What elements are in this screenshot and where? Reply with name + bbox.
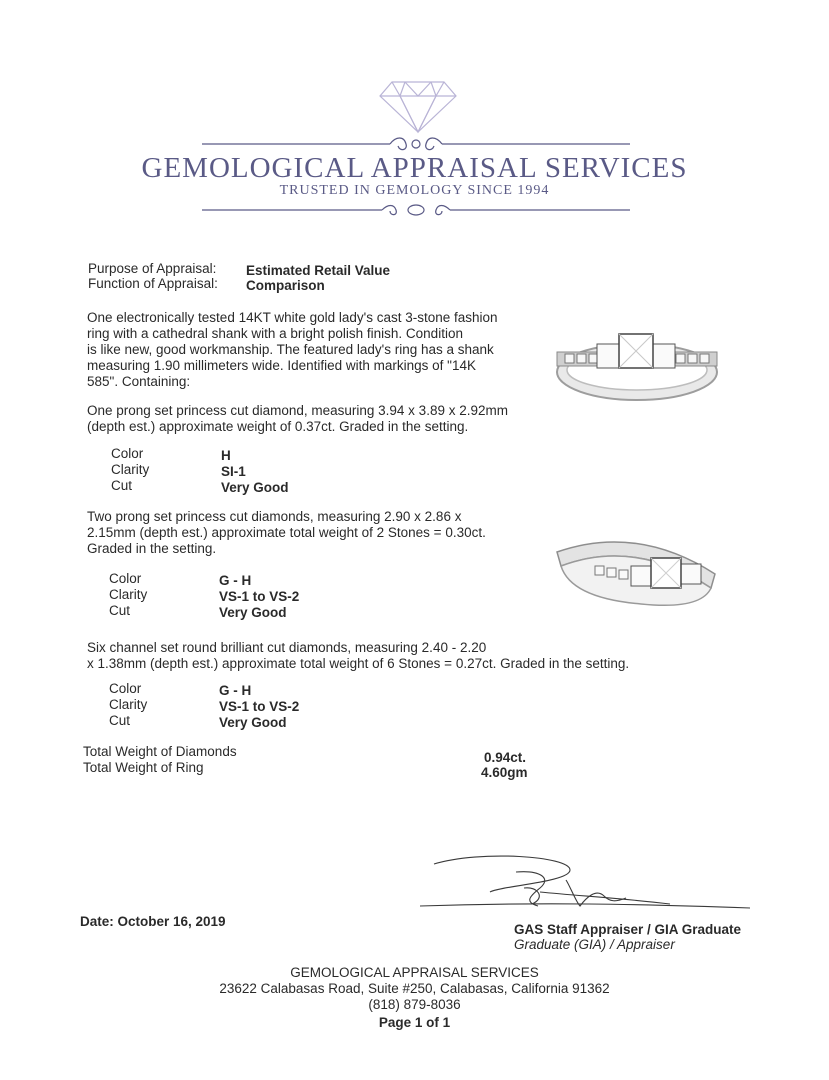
stone-line: Graded in the setting.	[87, 541, 217, 556]
appraiser-title: GAS Staff Appraiser / GIA Graduate	[514, 922, 742, 937]
cut-value: Very Good	[221, 480, 289, 495]
total-ring-label: Total Weight of Ring	[83, 760, 204, 775]
logo-ornament-bottom-icon	[202, 199, 630, 221]
description-line: One electronically tested 14KT white gold lady's cast 3-stone fashion	[87, 310, 498, 325]
description-line: is like new, good workmanship. The featured lady's ring has a shank	[87, 342, 494, 357]
stone-line: (depth est.) approximate weight of 0.37ct. Graded in the setting.	[87, 419, 469, 434]
cut-label: Cut	[109, 713, 131, 728]
ring-photo-top	[553, 322, 721, 408]
stone-1-description	[87, 403, 508, 435]
footer	[0, 965, 829, 1031]
stone-line: Six channel set round brilliant cut diamonds, measuring 2.40 - 2.20	[87, 640, 487, 655]
clarity-label: Clarity	[109, 697, 148, 712]
cut-value: Very Good	[219, 605, 287, 620]
color-value: H	[221, 448, 231, 463]
appraiser-subtitle: Graduate (GIA) / Appraiser	[514, 937, 675, 952]
clarity-value: VS-1 to VS-2	[219, 699, 300, 714]
color-label: Color	[111, 446, 144, 461]
purpose-value: Estimated Retail Value	[246, 263, 391, 278]
description-line: ring with a cathedral shank with a bright polish finish. Condition	[87, 326, 463, 341]
cut-label: Cut	[109, 603, 131, 618]
stone-3-description	[87, 640, 629, 672]
cut-label: Cut	[111, 478, 133, 493]
clarity-value: VS-1 to VS-2	[219, 589, 300, 604]
diamond-logo-icon	[378, 78, 458, 134]
description-line: 585". Containing:	[87, 374, 191, 389]
ring-photo-side	[551, 530, 721, 618]
appraisal-date: Date: October 16, 2019	[80, 914, 226, 929]
description-line: measuring 1.90 millimeters wide. Identified with markings of "14K	[87, 358, 476, 373]
color-value: G - H	[219, 573, 252, 588]
stone-line: 2.15mm (depth est.) approximate total weight of 2 Stones = 0.30ct.	[87, 525, 486, 540]
color-value: G - H	[219, 683, 252, 698]
clarity-value: SI-1	[221, 464, 246, 479]
clarity-label: Clarity	[111, 462, 150, 477]
color-label: Color	[109, 681, 142, 696]
appraiser-signature	[420, 852, 750, 916]
cut-value: Very Good	[219, 715, 287, 730]
company-logo-title: GEMOLOGICAL APPRAISAL SERVICES	[141, 152, 688, 184]
stone-line: Two prong set princess cut diamonds, measuring 2.90 x 2.86 x	[87, 509, 462, 524]
total-ring-value: 4.60gm	[481, 765, 528, 780]
function-value: Comparison	[246, 278, 325, 293]
clarity-label: Clarity	[109, 587, 148, 602]
description-paragraph	[87, 310, 498, 390]
function-label: Function of Appraisal:	[88, 276, 218, 291]
footer-phone: (818) 879-8036	[368, 997, 461, 1012]
footer-address: 23622 Calabasas Road, Suite #250, Calabasas, California 91362	[219, 981, 610, 996]
total-diamonds-value: 0.94ct.	[484, 750, 527, 765]
purpose-label: Purpose of Appraisal:	[88, 261, 217, 276]
total-diamonds-label: Total Weight of Diamonds	[83, 744, 237, 759]
company-tagline: TRUSTED IN GEMOLOGY SINCE 1994	[279, 183, 550, 198]
page-number: Page 1 of 1	[378, 1015, 451, 1030]
stone-line: One prong set princess cut diamond, measuring 3.94 x 3.89 x 2.92mm	[87, 403, 508, 418]
footer-company: GEMOLOGICAL APPRAISAL SERVICES	[290, 965, 539, 980]
stone-line: x 1.38mm (depth est.) approximate total weight of 6 Stones = 0.27ct. Graded in the setting.	[87, 656, 630, 671]
color-label: Color	[109, 571, 142, 586]
stone-2-description	[87, 509, 486, 557]
